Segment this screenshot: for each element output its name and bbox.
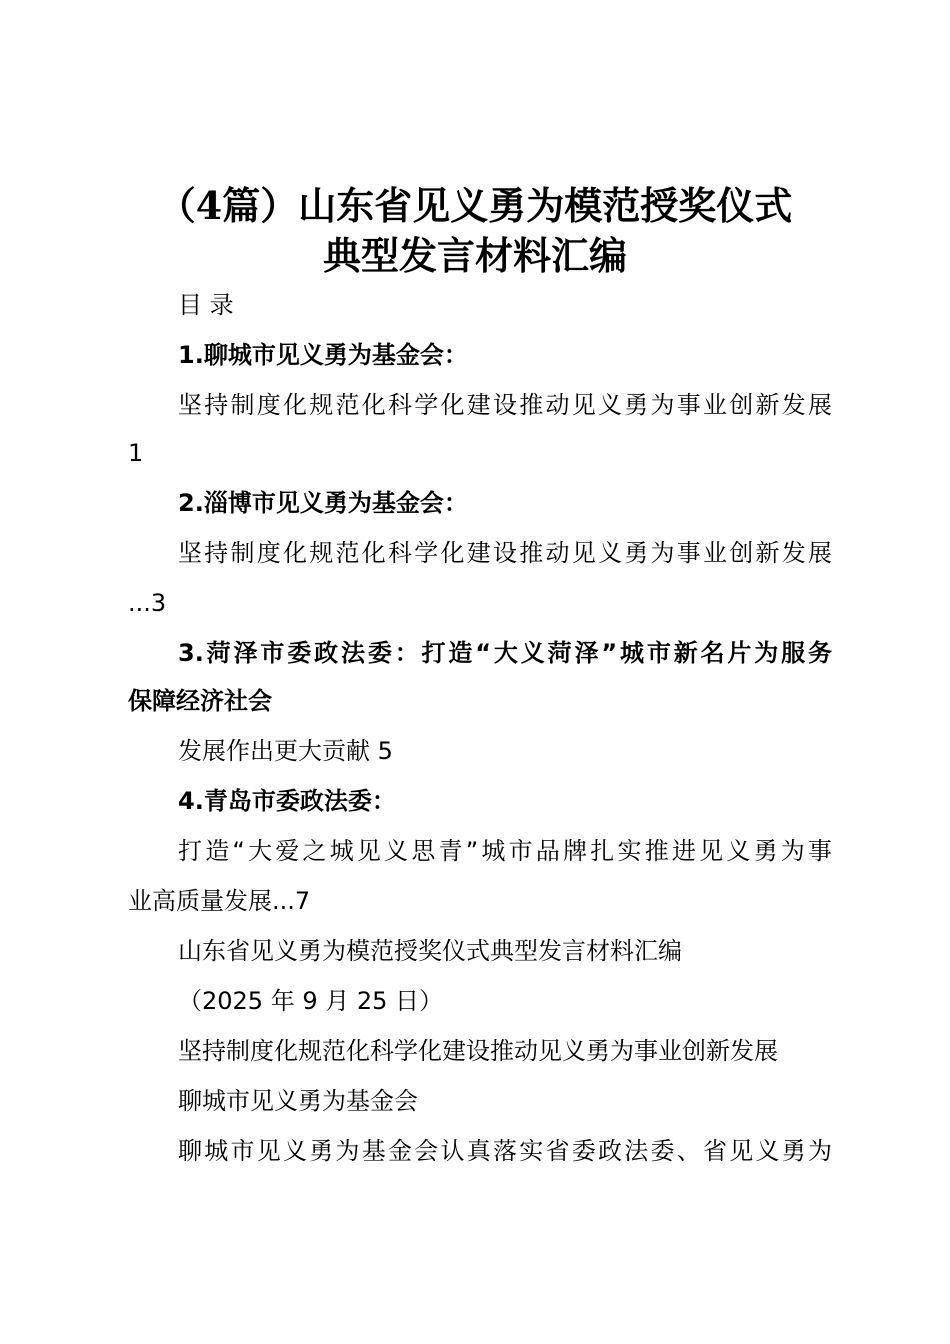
toc-entry-4-page: 业高质量发展...7 — [128, 887, 311, 915]
document-title-line-2: 典型发言材料汇编 — [322, 233, 627, 278]
toc-entry-3-heading: 3.菏泽市委政法委：打造“大义菏泽”城市新名片为服务 — [178, 639, 832, 667]
toc-entry-1-heading: 1.聊城市见义勇为基金会： — [178, 341, 468, 369]
toc-heading: 目 录 — [178, 291, 234, 319]
article-author: 聊城市见义勇为基金会 — [178, 1087, 418, 1115]
body-subtitle: 山东省见义勇为模范授奖仪式典型发言材料汇编 — [178, 937, 682, 965]
toc-entry-1-title: 坚持制度化规范化科学化建设推动见义勇为事业创新发展 — [178, 391, 832, 419]
toc-entry-3-heading-cont: 保障经济社会 — [128, 687, 272, 715]
article-title: 坚持制度化规范化科学化建设推动见义勇为事业创新发展 — [178, 1037, 778, 1065]
document-title-line-1: （4篇）山东省见义勇为模范授奖仪式 — [157, 183, 793, 228]
article-paragraph: 聊城市见义勇为基金会认真落实省委政法委、省见义勇为 — [178, 1137, 832, 1165]
toc-entry-2-page: ...3 — [128, 589, 167, 617]
toc-entry-3-title: 发展作出更大贡献 5 — [178, 737, 393, 765]
toc-entry-4-heading: 4.青岛市委政法委： — [178, 787, 396, 815]
toc-entry-2-title: 坚持制度化规范化科学化建设推动见义勇为事业创新发展 — [178, 539, 832, 567]
body-date: （2025 年 9 月 25 日） — [178, 987, 444, 1015]
toc-entry-1-page: 1 — [128, 439, 144, 467]
toc-entry-2-heading: 2.淄博市见义勇为基金会： — [178, 489, 468, 517]
toc-entry-4-title: 打造“大爱之城见义思青”城市品牌扎实推进见义勇为事 — [178, 837, 832, 865]
